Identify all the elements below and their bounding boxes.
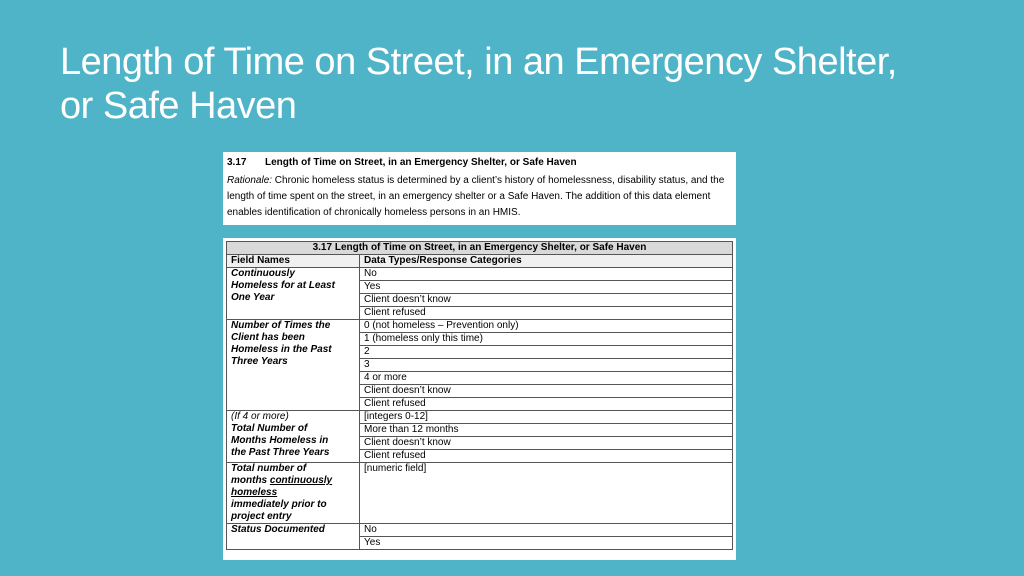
- response-cell: 2: [360, 346, 733, 359]
- response-cell: No: [360, 268, 733, 281]
- response-cell: 3: [360, 359, 733, 372]
- field-text: One Year: [231, 292, 275, 303]
- field-text: Total number of: [231, 463, 307, 474]
- excerpt-number: 3.17: [227, 157, 247, 168]
- slide-title: [60, 40, 980, 128]
- response-cell: Client refused: [360, 307, 733, 320]
- table-caption: 3.17 Length of Time on Street, in an Emergency Shelter, or Safe Haven: [227, 242, 733, 255]
- slide-title-line-2: or Safe Haven: [60, 85, 297, 127]
- spec-table: [226, 241, 733, 550]
- table-row: [227, 268, 733, 281]
- table-row: [227, 411, 733, 424]
- field-continuously-homeless: [227, 268, 360, 320]
- field-text-underlined: continuously: [269, 475, 333, 486]
- table-row: [227, 463, 733, 524]
- response-cell: More than 12 months: [360, 424, 733, 437]
- table-row: [227, 320, 733, 333]
- field-text: Homeless for at Least: [231, 280, 335, 291]
- field-text: Continuously: [231, 268, 295, 279]
- rationale-text: Chronic homeless status is determined by a client’s history of homelessness, disability status, and the length of time spent on the street, in an emergency shelter or a Safe Haven. The addition of this data element enables identification of chronically homeless persons in an HMIS.: [227, 175, 725, 218]
- field-text: Total Number of: [231, 423, 308, 434]
- field-text: [231, 475, 355, 487]
- column-header-data-types: Data Types/Response Categories: [360, 255, 733, 268]
- response-cell: Client doesn’t know: [360, 294, 733, 307]
- field-text: immediately prior to: [231, 499, 327, 510]
- field-status-documented: Status Documented: [227, 524, 360, 550]
- response-cell: No: [360, 524, 733, 537]
- field-text: Months Homeless in: [231, 435, 329, 446]
- field-text: Client has been: [231, 332, 305, 343]
- excerpt-heading: [227, 155, 732, 171]
- rationale-label: Rationale:: [227, 175, 273, 186]
- field-text-part: months: [231, 475, 270, 486]
- field-text: Number of Times the: [231, 320, 331, 331]
- excerpt-rationale-image: [223, 152, 736, 225]
- field-months-continuously-homeless: [227, 463, 360, 524]
- field-note: (If 4 or more): [231, 411, 289, 422]
- table-row: [227, 524, 733, 537]
- excerpt-rationale: [227, 173, 732, 221]
- field-text-underlined: homeless: [231, 487, 278, 498]
- response-cell: [numeric field]: [360, 463, 733, 524]
- response-cell: Yes: [360, 537, 733, 550]
- response-cell: 0 (not homeless – Prevention only): [360, 320, 733, 333]
- field-total-months-homeless: [227, 411, 360, 463]
- response-cell: Yes: [360, 281, 733, 294]
- response-cell: Client refused: [360, 450, 733, 463]
- slide-title-line-1: Length of Time on Street, in an Emergency Shelter,: [60, 41, 897, 83]
- response-cell: Client refused: [360, 398, 733, 411]
- response-cell: 1 (homeless only this time): [360, 333, 733, 346]
- response-cell: 4 or more: [360, 372, 733, 385]
- field-number-of-times-homeless: [227, 320, 360, 411]
- field-text: Homeless in the Past: [231, 344, 332, 355]
- excerpt-heading-text: Length of Time on Street, in an Emergency Shelter, or Safe Haven: [265, 157, 577, 168]
- field-text: Three Years: [231, 356, 288, 367]
- column-header-field-names: Field Names: [227, 255, 360, 268]
- spec-table-image: [223, 238, 736, 560]
- response-cell: Client doesn’t know: [360, 437, 733, 450]
- response-cell: Client doesn’t know: [360, 385, 733, 398]
- response-cell: [integers 0-12]: [360, 411, 733, 424]
- field-text: project entry: [231, 511, 292, 522]
- field-text: the Past Three Years: [231, 447, 330, 458]
